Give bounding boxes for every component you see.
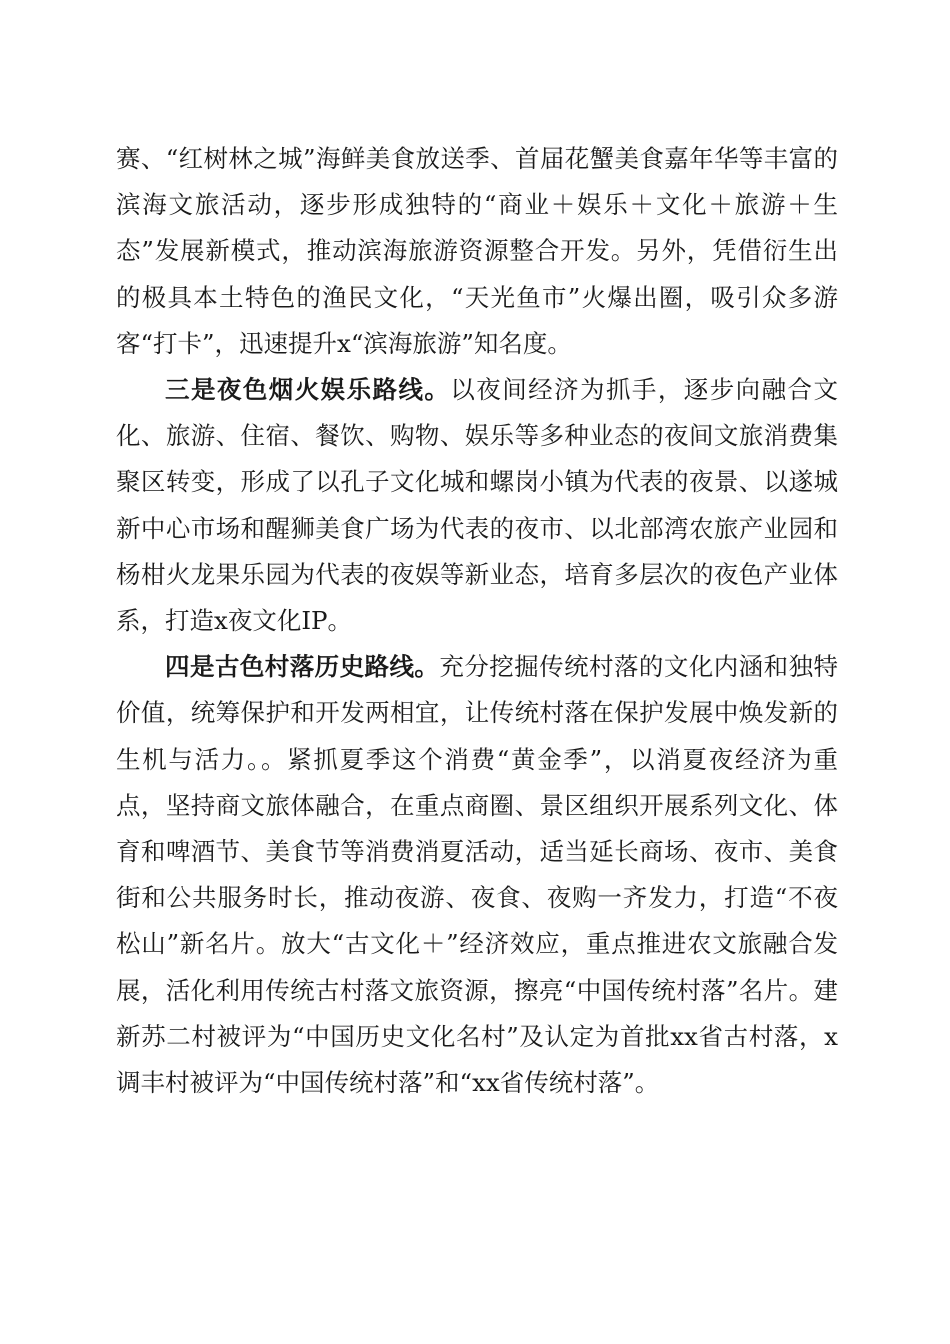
paragraph-lead: 三是夜色烟火娱乐路线。: [165, 375, 451, 405]
paragraph-lead: 四是古色村落历史路线。: [165, 652, 440, 682]
paragraph-village-route: [116, 644, 838, 1106]
paragraph-continued: [116, 136, 838, 367]
paragraph-text: 以夜间经济为抓手，逐步向融合文化、旅游、住宿、餐饮、购物、娱乐等多种业态的夜间文旅消费集聚区转变，形成了以孔子文化城和螺岗小镇为代表的夜景、以遂城新中心市场和醒狮美食广场为代表的夜市、以北部湾农旅产业园和杨柑火龙果乐园为代表的夜娱等新业态，培育多层次的夜色产业体系，打造x夜文化IP。: [116, 375, 839, 636]
paragraph-text: 赛、“红树林之城”海鲜美食放送季、首届花蟹美食嘉年华等丰富的滨海文旅活动，逐步形成独特的“商业＋娱乐＋文化＋旅游＋生态”发展新模式，推动滨海旅游资源整合开发。另外，凭借衍生出的极具本土特色的渔民文化，“天光鱼市”火爆出圈，吸引众多游客“打卡”，迅速提升x“滨海旅游”知名度。: [116, 144, 838, 358]
document-body: [116, 136, 838, 1106]
paragraph-night-route: [116, 367, 838, 644]
paragraph-text: 充分挖掘传统村落的文化内涵和独特价值，统筹保护和开发两相宜，让传统村落在保护发展中焕发新的生机与活力。。紧抓夏季这个消费“黄金季”，以消夏夜经济为重点，坚持商文旅体融合，在重点商圈、景区组织开展系列文化、体育和啤酒节、美食节等消费消夏活动，适当延长商场、夜市、美食街和公共服务时长，推动夜游、夜食、夜购一齐发力，打造“不夜松山”新名片。放大“古文化＋”经济效应，重点推进农文旅融合发展，活化利用传统古村落文旅资源，擦亮“中国传统村落”名片。建新苏二村被评为“中国历史文化名村”及认定为首批xx省古村落，x调丰村被评为“中国传统村落”和“xx省传统村落”。: [116, 652, 839, 1098]
